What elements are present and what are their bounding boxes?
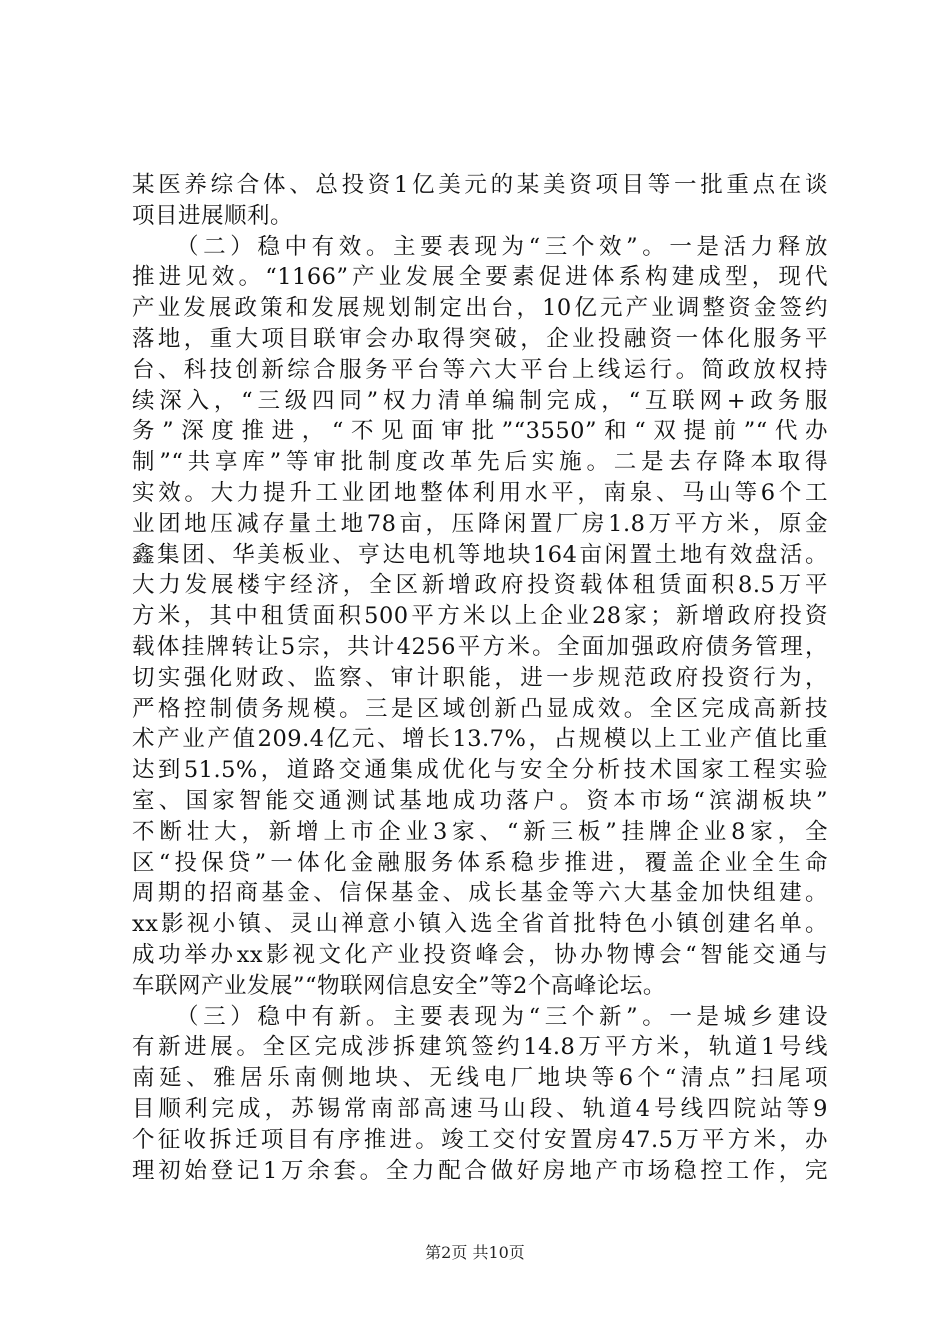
text-line: （二）稳中有效。主要表现为“三个效”。一是活力释放	[176, 233, 828, 260]
text-line: 载体挂牌转让5宗，共计4256平方米。全面加强政府债务管理，	[132, 633, 828, 660]
text-line: 落地，重大项目联审会办取得突破，企业投融资一体化服务平	[132, 325, 828, 352]
text-line: 区“投保贷”一体化金融服务体系稳步推进，覆盖企业全生命	[132, 849, 828, 876]
text-line: 个征收拆迁项目有序推进。竣工交付安置房47.5万平方米，办	[132, 1126, 828, 1153]
text-line: 推进见效。“1166”产业发展全要素促进体系构建成型，现代	[132, 264, 828, 291]
text-line: 周期的招商基金、信保基金、成长基金等六大基金加快组建。	[132, 880, 828, 907]
text-line: 产业发展政策和发展规划制定出台，10亿元产业调整资金签约	[132, 295, 828, 322]
text-line: xx影视小镇、灵山禅意小镇入选全省首批特色小镇创建名单。	[132, 911, 828, 938]
text-line: 鑫集团、华美板业、亨达电机等地块164亩闲置土地有效盘活。	[132, 541, 828, 568]
text-line: 务”深度推进，“不见面审批”“3550”和“双提前”“代办	[132, 418, 828, 445]
text-line: 台、科技创新综合服务平台等六大平台上线运行。简政放权持	[132, 356, 828, 383]
text-line: 续深入，“三级四同”权力清单编制完成，“互联网+政务服	[132, 387, 828, 414]
text-line: 目顺利完成，苏锡常南部高速马山段、轨道4号线四院站等9	[132, 1095, 828, 1122]
text-line: 成功举办xx影视文化产业投资峰会，协办物博会“智能交通与	[132, 941, 828, 968]
text-line: （三）稳中有新。主要表现为“三个新”。一是城乡建设	[176, 1003, 828, 1030]
text-line: 严格控制债务规模。三是区域创新凸显成效。全区完成高新技	[132, 695, 828, 722]
text-line: 切实强化财政、监察、审计职能，进一步规范政府投资行为，	[132, 664, 828, 691]
body-text	[132, 170, 828, 1186]
text-line: 制”“共享库”等审批制度改革先后实施。二是去存降本取得	[132, 449, 828, 476]
text-line: 南延、雅居乐南侧地块、无线电厂地块等6个“清点”扫尾项	[132, 1065, 828, 1092]
text-line: 理初始登记1万余套。全力配合做好房地产市场稳控工作，完	[132, 1157, 828, 1184]
page-footer	[0, 1243, 950, 1263]
text-line: 实效。大力提升工业团地整体利用水平，南泉、马山等6个工	[132, 479, 828, 506]
text-line: 达到51.5%，道路交通集成优化与安全分析技术国家工程实验	[132, 757, 828, 784]
text-line: 术产业产值209.4亿元、增长13.7%，占规模以上工业产值比重	[132, 726, 828, 753]
text-line: 大力发展楼宇经济，全区新增政府投资载体租赁面积8.5万平	[132, 572, 828, 599]
text-line: 业团地压减存量土地78亩，压降闲置厂房1.8万平方米，原金	[132, 510, 828, 537]
text-line: 室、国家智能交通测试基地成功落户。资本市场“滨湖板块”	[132, 787, 828, 814]
text-line: 项目进展顺利。	[132, 202, 294, 229]
text-line: 某医养综合体、总投资1亿美元的某美资项目等一批重点在谈	[132, 172, 828, 198]
text-line: 不断壮大，新增上市企业3家、“新三板”挂牌企业8家，全	[132, 818, 828, 845]
text-line: 车联网产业发展”“物联网信息安全”等2个高峰论坛。	[132, 972, 666, 999]
text-line: 有新进展。全区完成涉拆建筑签约14.8万平方米，轨道1号线	[132, 1034, 828, 1061]
page-number-label: 第2页 共10页	[425, 1243, 525, 1262]
text-line: 方米，其中租赁面积500平方米以上企业28家；新增政府投资	[132, 603, 828, 630]
